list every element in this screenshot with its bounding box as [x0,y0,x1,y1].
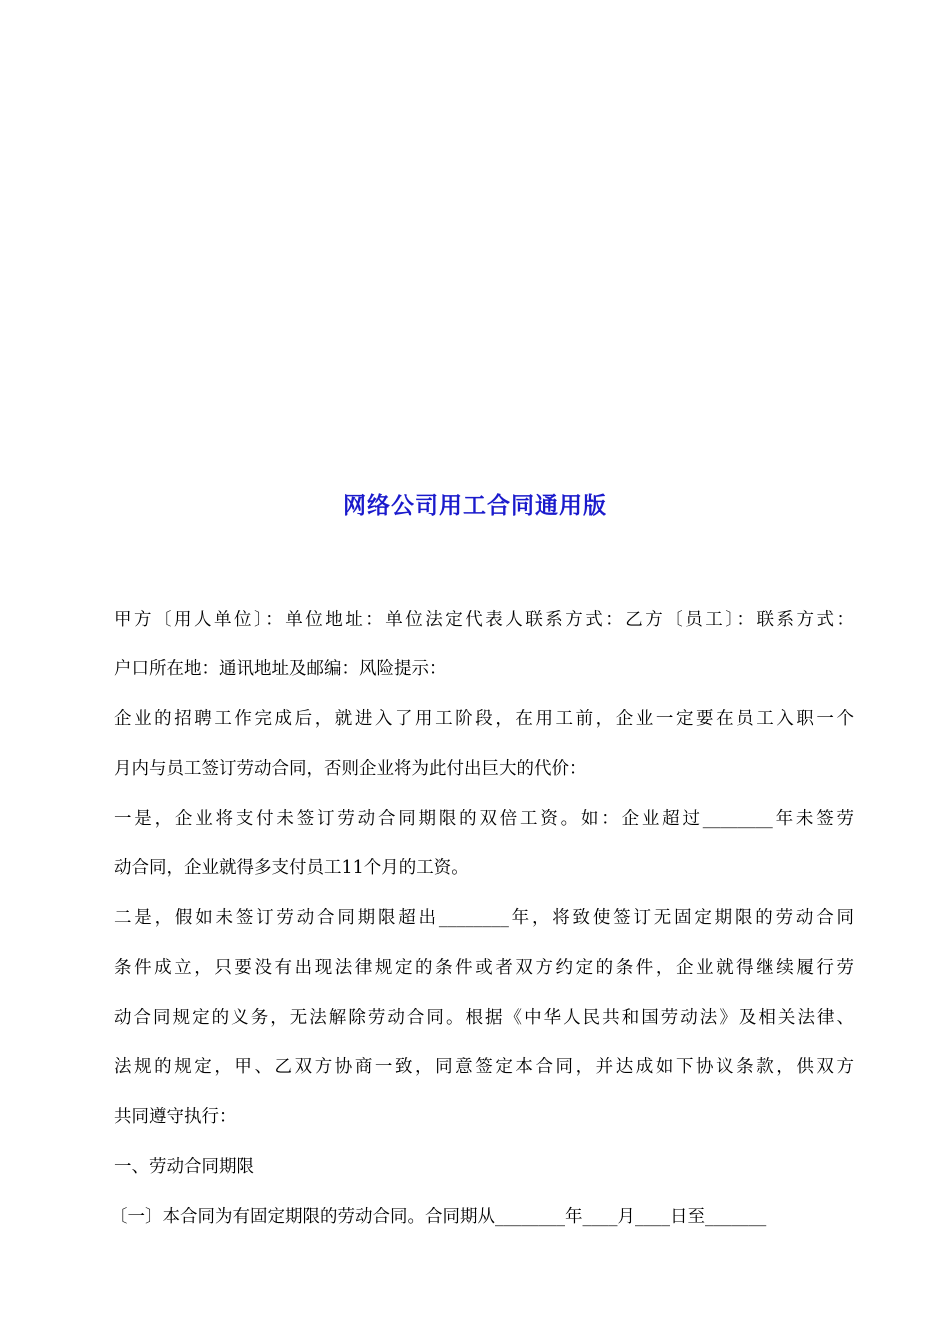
paragraph-line: 共同遵守执行： [114,1107,237,1127]
paragraph-line: 月内与员工签订劳动合同，否则企业将为此付出巨大的代价： [114,759,587,779]
party-info-line: 户口所在地：通讯地址及邮编：风险提示： [114,659,447,679]
paragraph-line: 二是，假如未签订劳动合同期限超出________年，将致使签订无固定期限的劳动合同 [114,908,854,928]
clause-line: 〔一〕本合同为有固定期限的劳动合同。合同期从________年____月____日至_______ [110,1207,767,1227]
paragraph-line: 动合同，企业就得多支付员工11个月的工资。 [114,858,469,878]
paragraph-line: 法规的规定，甲、乙双方协商一致，同意签定本合同，并达成如下协议条款，供双方 [114,1057,854,1077]
paragraph-line: 一是，企业将支付未签订劳动合同期限的双倍工资。如：企业超过________年未签劳 [114,809,854,829]
document-title: 网络公司用工合同通用版 [343,493,607,519]
section-heading: 一、劳动合同期限 [114,1157,254,1177]
party-info-line: 甲方〔用人单位〕：单位地址：单位法定代表人联系方式：乙方〔员工〕：联系方式： [114,610,854,630]
paragraph-line: 动合同规定的义务，无法解除劳动合同。根据《中华人民共和国劳动法》及相关法律、 [114,1008,854,1028]
paragraph-line: 企业的招聘工作完成后，就进入了用工阶段，在用工前，企业一定要在员工入职一个 [114,709,854,729]
paragraph-line: 条件成立，只要没有出现法律规定的条件或者双方约定的条件，企业就得继续履行劳 [114,958,854,978]
